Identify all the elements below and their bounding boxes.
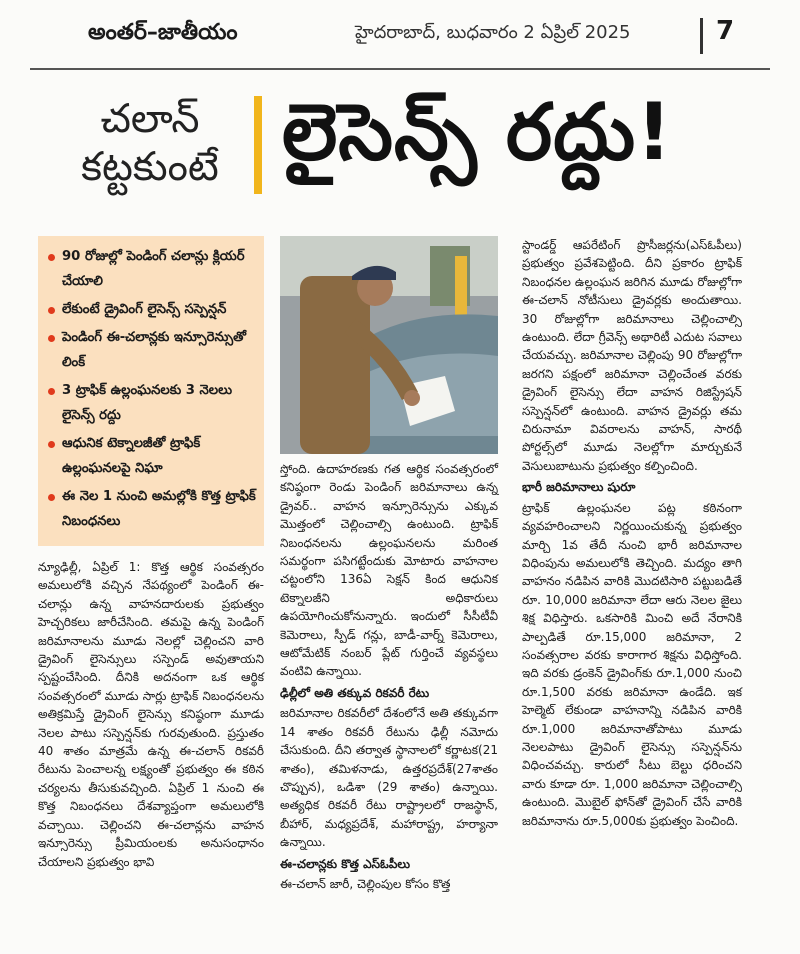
highlights-box (38, 236, 264, 546)
article-column-3 (522, 236, 742, 832)
highlight-item: 3 ట్రాఫిక్ ఉల్లంఘనలకు 3 నెలలు లైసెన్స్ రద్దు (48, 378, 256, 428)
body-paragraph: జరిమానాల రికవరీలో దేశంలోనే అతి తక్కువగా 14 శాతం రికవరీ రేటును ఢిల్లీ నమోదు చేసుకుంది. దీని తర్వాత స్థానాలలో కర్ణాటక(21 శాతం), తమిళనాడు, ఉత్తరప్రదేశ్(27శాతం చొప్పున), ఒడిశా (29 శాతం) ఉన్నాయి. అత్యధిక రికవరీ రేటు రాష్ట్రాలలో రాజస్థాన్, బీహార్, మధ్యప్రదేశ్, మహారాష్ట్ర, హర్యానా ఉన్నాయి. (280, 706, 498, 850)
subheading-sop: ఈ-చలాన్లకు కొత్త ఎస్ఓపీలు (280, 856, 411, 871)
kicker-line-2: కట్టకుంటే (81, 144, 219, 190)
body-paragraph: స్టాండర్డ్ ఆపరేటింగ్ ప్రొసీజర్లను(ఎస్ఓపీలు) ప్రభుత్వం ప్రవేశపెట్టింది. దీని ప్రకారం ట్రాఫిక్ నిబంధనల ఉల్లంఘన జరిగిన మూడు రోజుల్లోగా ఈ-చలాన్ నోటీసులు డ్రైవర్లకు అందుతాయి. 30 రోజుల్లోగా జరిమానాలు చెల్లించాల్సి ఉంటుంది. లేదా గ్రీవెన్స్ అథారిటీ ఎదుట సవాలు చేయవచ్చు. జరిమానాల చెల్లింపు 90 రోజుల్లోగా జరగని పక్షంలో జరిమానా చెల్లించేంత వరకు డ్రైవింగ్ లైసెన్సు లేదా వాహన రిజిస్ట్రేషన్ సస్పెన్షన్‌లో ఉంటుంది. వాహన డ్రైవర్లు తమ చిరునామా వివరాలను వాహన్, సారథీ పోర్టల్స్‌లో మూడు నెలల్లోగా మార్చుకునే వెసులుబాటును ప్రభుత్వం కల్పించింది. (522, 238, 742, 473)
body-paragraph: న్యూఢిల్లీ, ఏప్రిల్ 1: కొత్త ఆర్థిక సంవత్సరం అమలులోకి వచ్చిన నేపథ్యంలో పెండింగ్ ఈ-చలాన్లు ఉన్న వాహనదారులకు ప్రభుత్వం హెచ్చరికలు జారీచేసింది. తమపై ఉన్న పెండింగ్ జరిమానాలను మూడు నెలల్లో చెల్లించని వారి డ్రైవింగ్ లైసెన్సులు సస్పెండ్ అవుతాయని స్పష్టంచేసింది. దీనికి అదనంగా ఒక ఆర్థిక సంవత్సరంలో మూడు సార్లు ట్రాఫిక్ నిబంధనలను అతిక్రమిస్తే డ్రైవింగ్ లైసెన్సు కనిష్ఠంగా మూడు నెలల పాటు సస్పెన్షన్‌కు గురవుతుంది. ప్రస్తుతం 40 శాతం మాత్రమే ఉన్న ఈ-చలాన్ రికవరీ రేటును పెంచాలన్న లక్ష్యంతో ప్రభుత్వం ఈ కఠిన చర్యలను తీసుకువచ్చింది. ఏప్రిల్ 1 నుంచి ఈ కొత్త నిబంధనలు దేశవ్యాప్తంగా అమలులోకి వచ్చాయి. చెల్లించని ఈ-చలాన్లను వాహన ఇన్సూరెన్సు ప్రీమియంలకు అనుసంధానం చేయాలని ప్రభుత్వం భావి (38, 560, 264, 869)
subheading-fines: భారీ జరిమానాలు షురూ (522, 480, 636, 495)
body-paragraph: ఈ-చలాన్ జారీ, చెల్లింపుల కోసం కొత్త (280, 876, 451, 891)
header-rule (30, 68, 770, 70)
kicker-line-1: చలాన్ (100, 96, 200, 142)
highlight-item: పెండింగ్ ఈ-చలాన్లకు ఇన్సూరెన్సుతో లింక్ (48, 325, 256, 375)
subheading-delhi: ఢిల్లీలో అతి తక్కువ రికవరీ రేటు (280, 685, 430, 700)
highlight-item: ఆధునిక టెక్నాలజీతో ట్రాఫిక్ ఉల్లంఘనలపై నిఘా (48, 431, 256, 481)
kicker-accent-bar (254, 96, 262, 194)
kicker (50, 95, 250, 191)
highlight-item: లేకుంటే డ్రైవింగ్ లైసెన్స్ సస్పెన్షన్ (48, 297, 256, 322)
page-number-divider (700, 18, 703, 54)
headline: లైసెన్స్ రద్దు! (282, 88, 673, 178)
article-column-1 (38, 558, 264, 873)
dateline: హైదరాబాద్, బుధవారం 2 ఏప్రిల్ 2025 (355, 22, 631, 43)
article-column-2 (280, 460, 498, 895)
section-name: అంతర్–జాతీయం (88, 20, 238, 45)
highlight-item: ఈ నెల 1 నుంచి అమల్లోకి కొత్త ట్రాఫిక్ నిబంధనలు (48, 484, 256, 534)
page-header (0, 0, 800, 64)
traffic-police-photo (280, 236, 498, 454)
body-paragraph: ట్రాఫిక్ ఉల్లంఘనల పట్ల కఠినంగా వ్యవహరించాలని నిర్ణయించుకున్న ప్రభుత్వం మార్చి 1వ తేదీ నుంచి భారీ జరిమానాల విధింపును అమలులోకి తెచ్చింది. మద్యం తాగి వాహనం నడిపిన వారికి మొదటిసారి పట్టుబడితే రూ. 10,000 జరిమానా లేదా ఆరు నెలల జైలు శిక్ష విధిస్తారు. ఒకసారికి మించి అదే నేరానికి పాల్పడితే రూ.15,000 జరిమానా, 2 సంవత్సరాల వరకు కారాగార శిక్షను విధిస్తోంది. ఇది వరకు డ్రంకెన్ డ్రైవింగ్‌కు రూ.1,000 నుంచి రూ.1,500 వరకు జరిమానా ఉండేది. ఇక హెల్మెట్ లేకుండా వాహనాన్ని నడిపిన వారికి రూ.1,000 జరిమానాతోపాటు మూడు నెలలపాటు డ్రైవింగ్ లైసెన్సు సస్పెన్షన్‌ను విధించవచ్చు. కారులో సీటు బెల్టు ధరించని వారు కూడా రూ. 1,000 జరిమానా చెల్లించాల్సి ఉంటుంది. మొబైల్ ఫోన్‌తో డ్రైవింగ్ చేసే వారికి జరిమానాను రూ.5,000కు ప్రభుత్వం పెంచింది. (522, 500, 742, 828)
highlight-item: 90 రోజుల్లో పెండింగ్ చలాన్లు క్లియర్ చేయాలి (48, 244, 256, 294)
page-number: 7 (716, 16, 735, 46)
body-paragraph: స్తోంది. ఉదాహరణకు గత ఆర్థిక సంవత్సరంలో కనిష్ఠంగా రెండు పెండింగ్ జరిమానాలు ఉన్న డ్రైవర్.. వాహన ఇన్సూరెన్సును ఎక్కువ మొత్తంలో చెల్లించాల్సి ఉంటుంది. ట్రాఫిక్ నిబంధనలను ఉల్లంఘనలను మరింత సమర్థంగా పసిగట్టేందుకు మోటారు వాహనాల చట్టంలోని 136ఏ సెక్షన్ కింద ఆధునిక టెక్నాలజీని అధికారులు ఉపయోగించుకోనున్నారు. ఇందులో సీసీటీవీ కెమెరాలు, స్పీడ్ గన్లు, బాడీ-వార్న్ కెమెరాలు, ఆటోమేటిక్ నంబర్ ప్లేట్ గుర్తించే వ్యవస్థలు వంటివి ఉన్నాయి. (280, 462, 498, 679)
